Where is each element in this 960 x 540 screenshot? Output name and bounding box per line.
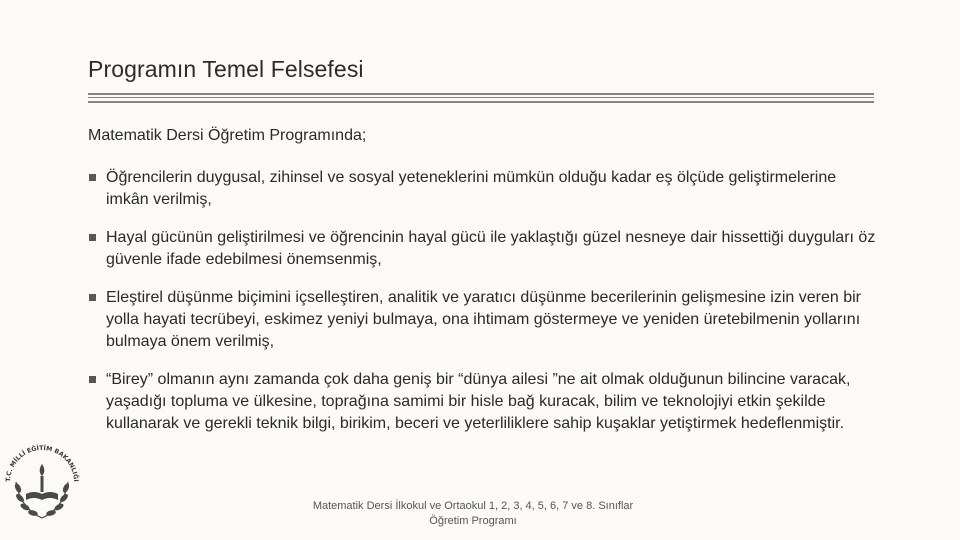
bullet-text: Hayal gücünün geliştirilmesi ve öğrencinin hayal gücü ile yaklaştığı güzel nesneye dair hissettiği duyguları öz güvenle ifade edebilmesi önemsenmiş, bbox=[106, 229, 876, 268]
title-divider-top bbox=[88, 93, 874, 95]
bullet-text: Öğrencilerin duygusal, zihinsel ve sosyal yeteneklerini mümkün olduğu kadar eş ölçüde geliştirmelerine imkân verilmiş, bbox=[106, 169, 837, 208]
bullet-item bbox=[88, 227, 878, 271]
footer-line-1: Matematik Dersi İlkokul ve Ortaokul 1, 2, 3, 4, 5, 6, 7 ve 8. Sınıflar bbox=[312, 500, 634, 512]
bullet-text: “Birey” olmanın aynı zamanda çok daha geniş bir “dünya ailesi ”ne ait olmak olduğunun bilincine varacak, yaşadığı topluma ve ülkesine, toprağına samimi bir hisle bağ kuracak, bilim ve teknolojiyi etkin şekilde kullanarak ve gerekli teknik bilgi, birikim, beceri ve yeterliliklere sahip kuşaklar yetiştirmek hedeflenmiştir. bbox=[106, 371, 851, 432]
slide-footer bbox=[290, 499, 656, 529]
bullet-item bbox=[88, 167, 878, 211]
bullet-list bbox=[88, 167, 878, 435]
bullet-text: Eleştirel düşünme biçimini içselleştiren, analitik ve yaratıcı düşünme becerilerinin gelişmesine izin veren bir yolla hayati tecrübeyi, eskimez yeniyi bulmaya, ona ihtimam göstermeye ve yeniden üretebilmenin yollarını bulmaya önem verilmiş, bbox=[106, 289, 861, 350]
ministry-logo-icon bbox=[2, 436, 82, 528]
footer-line-2: Öğretim Programı bbox=[429, 515, 517, 527]
slide-title: Programın Temel Felsefesi bbox=[88, 56, 364, 82]
title-divider-middle bbox=[88, 97, 874, 98]
square-bullet-icon bbox=[89, 294, 96, 301]
bullet-item bbox=[88, 287, 878, 353]
logo-lettering: T.C. MİLLÎ EĞİTİM BAKANLIĞI bbox=[4, 444, 80, 482]
intro-text: Matematik Dersi Öğretim Programında; bbox=[88, 127, 367, 144]
square-bullet-icon bbox=[89, 234, 96, 241]
square-bullet-icon bbox=[89, 376, 96, 383]
title-divider-bottom bbox=[88, 101, 874, 103]
square-bullet-icon bbox=[89, 174, 96, 181]
bullet-item bbox=[88, 369, 878, 435]
